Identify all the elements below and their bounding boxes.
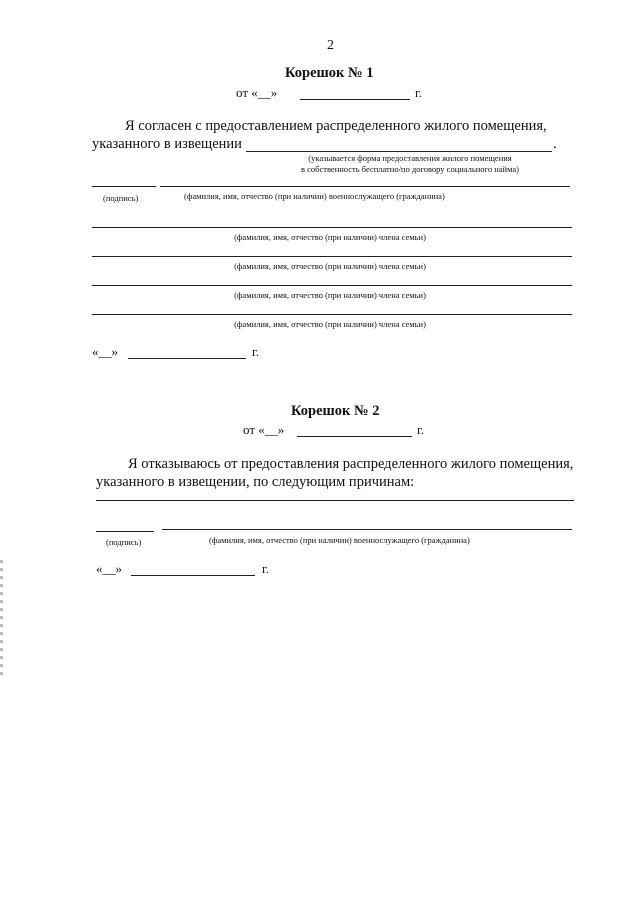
stub1-family-line-4[interactable] [92, 314, 572, 315]
stub1-bottom-date-prefix: «__» [92, 344, 118, 359]
stub1-name-label: (фамилия, имя, отчество (при наличии) военнослужащего (гражданина) [184, 191, 445, 201]
stub1-family-line-1[interactable] [92, 227, 572, 228]
stub1-form-hint-line1: (указывается форма предоставления жилого помещения [308, 153, 512, 163]
stub1-date-prefix: от «__» [236, 85, 278, 100]
stub2-signature-line[interactable] [96, 531, 154, 532]
stub2-title: Корешок № 2 [291, 403, 380, 419]
stub1-statement-line2: указанного в извещении [92, 136, 242, 152]
stub1-signature-label: (подпись) [103, 193, 139, 203]
page-number: 2 [327, 38, 334, 53]
stub1-bottom-date-suffix: г. [252, 344, 260, 359]
stub1-family-line-3[interactable] [92, 285, 572, 286]
stub2-statement-line2: указанного в извещении, по следующим причинам: [96, 474, 415, 490]
stub1-title: Корешок № 1 [285, 65, 374, 81]
stub2-date-prefix: от «__» [243, 422, 285, 437]
stub2-signature-label: (подпись) [106, 537, 142, 547]
stub1-date-line[interactable] [300, 99, 410, 100]
stub1-date-suffix: г. [415, 85, 423, 100]
stub1-family-line-2[interactable] [92, 256, 572, 257]
stub2-name-line[interactable] [162, 529, 572, 530]
stub1-statement-line1: Я согласен с предоставлением распределенного жилого помещения, [125, 118, 547, 134]
stub2-date-suffix: г. [417, 422, 425, 437]
stub2-date-line[interactable] [297, 436, 412, 437]
stub1-name-line[interactable] [160, 186, 570, 187]
stub1-family-label-1: (фамилия, имя, отчество (при наличии) члена семьи) [234, 232, 426, 242]
stub1-family-label-2: (фамилия, имя, отчество (при наличии) члена семьи) [234, 261, 426, 271]
stub2-bottom-date-line[interactable] [131, 575, 255, 576]
stub2-reason-line[interactable] [96, 500, 574, 501]
stub2-bottom-date-suffix: г. [262, 561, 270, 576]
stub2-bottom-date-prefix: «__» [96, 561, 122, 576]
stub1-statement-end: . [553, 136, 557, 152]
stub2-statement-line1: Я отказываюсь от предоставления распределенного жилого помещения, [128, 456, 574, 472]
stub1-signature-line[interactable] [92, 186, 156, 187]
stub2-name-label: (фамилия, имя, отчество (при наличии) военнослужащего (гражданина) [209, 535, 470, 545]
scan-edge-marks [0, 560, 3, 680]
stub1-form-hint-line2: в собственность бесплатно/по договору социального найма) [300, 164, 520, 174]
stub1-housing-form-line[interactable] [246, 151, 552, 152]
stub1-family-label-4: (фамилия, имя, отчество (при наличии) члена семьи) [234, 319, 426, 329]
stub1-family-label-3: (фамилия, имя, отчество (при наличии) члена семьи) [234, 290, 426, 300]
stub1-bottom-date-line[interactable] [128, 358, 246, 359]
